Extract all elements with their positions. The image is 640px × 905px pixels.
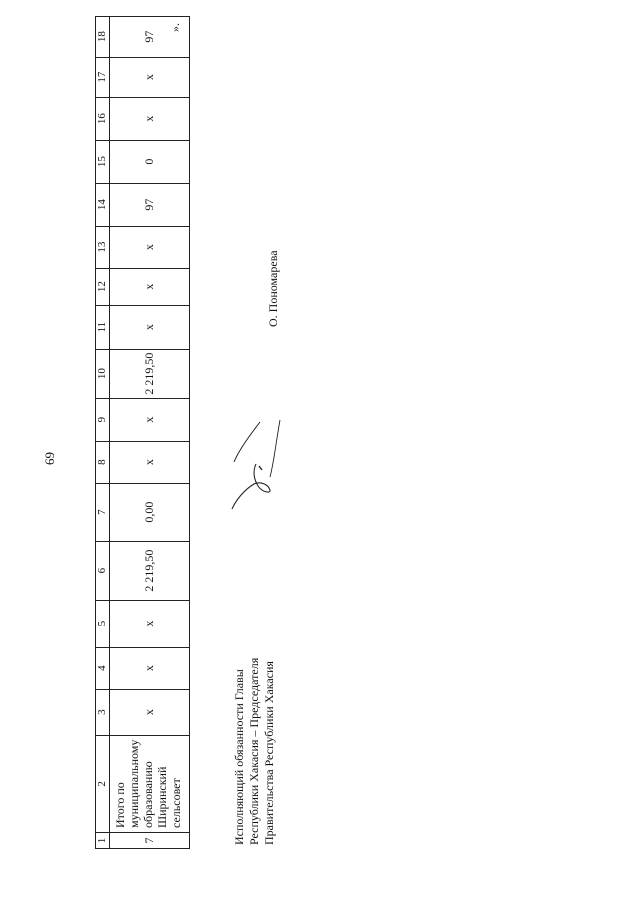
row-name-line: сельсовет <box>169 778 183 828</box>
header-cell: 16 <box>96 97 110 140</box>
value-cell: x <box>110 305 190 349</box>
header-cell: 8 <box>96 441 110 483</box>
header-row <box>96 16 110 848</box>
page-number: 69 <box>42 452 57 465</box>
row-name-line: муниципальному <box>127 739 141 828</box>
header-cell: 11 <box>96 305 110 349</box>
table-row <box>110 16 190 848</box>
row-name-line: образованию <box>141 761 155 828</box>
header-cell: 15 <box>96 140 110 183</box>
row-name-line: Итого по <box>113 782 127 828</box>
value-cell: x <box>110 97 190 140</box>
header-cell: 6 <box>96 541 110 600</box>
signatory-title-line: Республики Хакасия – Председателя <box>247 657 261 845</box>
header-cell: 10 <box>96 349 110 398</box>
header-cell: 7 <box>96 483 110 541</box>
header-cell: 14 <box>96 183 110 226</box>
value-cell: x <box>110 689 190 735</box>
header-cell: 5 <box>96 600 110 647</box>
handwritten-signature <box>218 417 286 512</box>
value-cell: 97 <box>110 183 190 226</box>
header-cell: 3 <box>96 689 110 735</box>
value-cell: 2 219,50 <box>110 349 190 398</box>
header-cell: 1 <box>96 833 110 849</box>
value-cell: x <box>110 600 190 647</box>
value-cell: 2 219,50 <box>110 541 190 600</box>
row-name-cell <box>110 735 190 832</box>
data-table <box>95 16 190 849</box>
header-cell: 2 <box>96 735 110 832</box>
signatory-name: О. Пономарева <box>266 250 280 327</box>
value-cell: 0,00 <box>110 483 190 541</box>
row-number-cell: 7 <box>110 833 190 849</box>
header-cell: 18 <box>96 16 110 57</box>
signatory-title-line: Исполняющий обязанности Главы <box>232 669 246 845</box>
header-cell: 13 <box>96 226 110 268</box>
value-cell: x <box>110 226 190 268</box>
row-name-line: Ширинский <box>155 766 169 828</box>
header-cell: 4 <box>96 647 110 689</box>
header-cell: 9 <box>96 398 110 441</box>
value-cell: x <box>110 647 190 689</box>
header-cell: 17 <box>96 57 110 97</box>
value-cell: x <box>110 268 190 305</box>
value-cell: 0 <box>110 140 190 183</box>
value-cell: 97 <box>110 16 190 57</box>
signatory-title-line: Правительства Республики Хакасия <box>262 661 276 845</box>
signatory-title <box>232 658 277 845</box>
value-cell: x <box>110 57 190 97</box>
value-cell: x <box>110 398 190 441</box>
header-cell: 12 <box>96 268 110 305</box>
value-cell: x <box>110 441 190 483</box>
closing-quote: ». <box>168 23 182 32</box>
